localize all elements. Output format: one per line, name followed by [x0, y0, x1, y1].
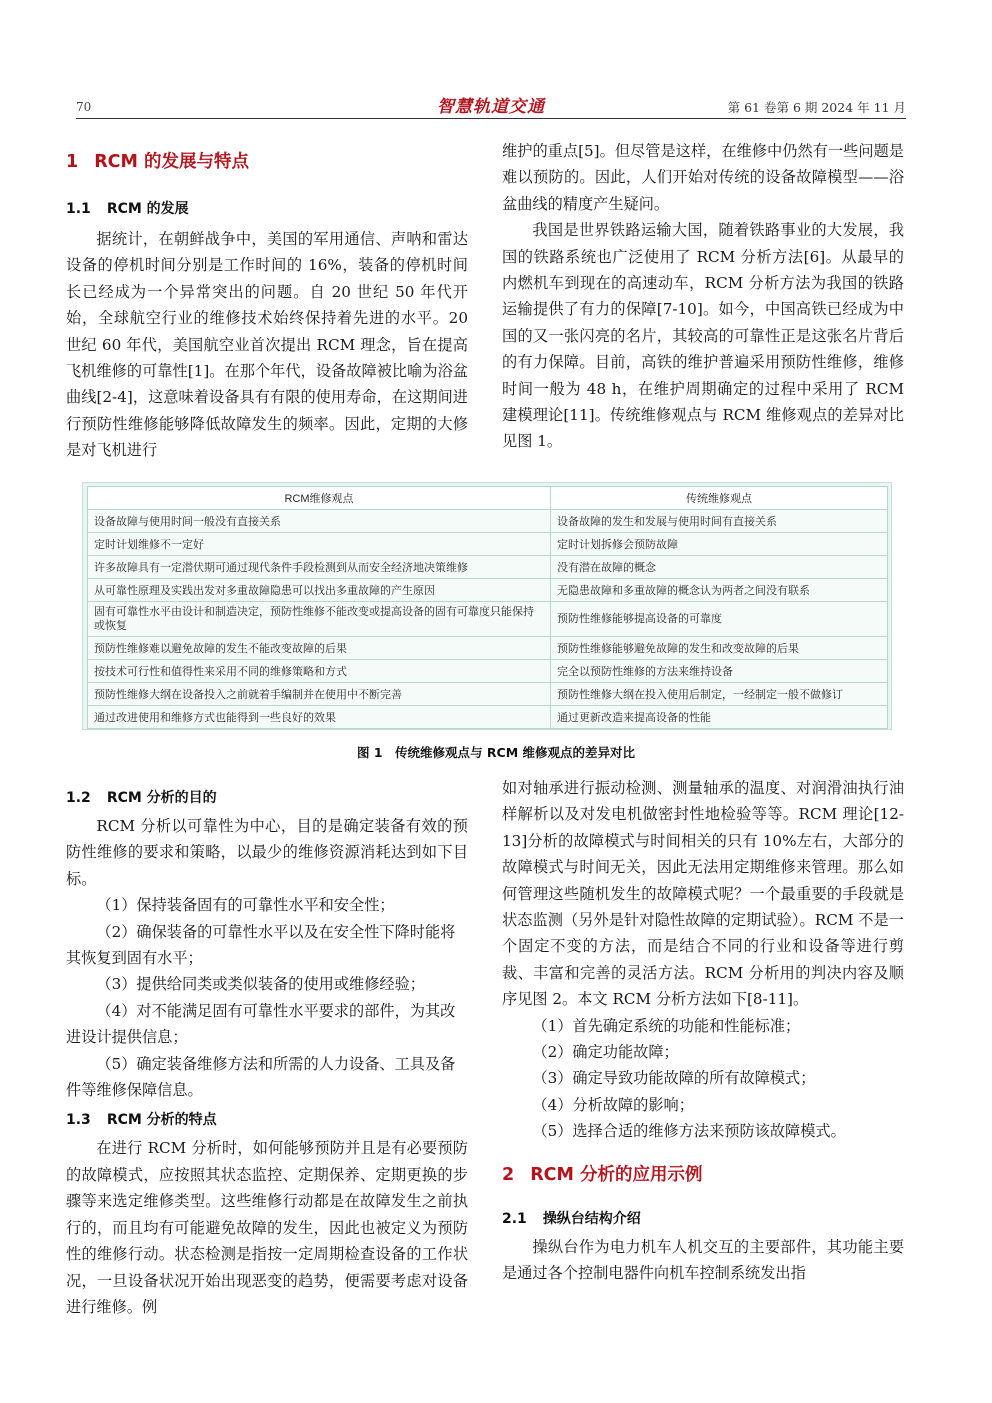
list-item: （5）确定装备维修方法和所需的人力设备、工具及备件等维修保障信息。: [66, 1054, 456, 1100]
table-cell: 固有可靠性水平由设计和制造决定，预防性维修不能改变或提高设备的固有可靠度只能保持或恢复: [88, 602, 551, 637]
list-item: （2）确定功能故障；: [532, 1043, 679, 1062]
section-title: RCM 的发展与特点: [94, 152, 250, 172]
list-item: （5）选择合适的维修方法来预防该故障模式。: [532, 1122, 846, 1141]
left-column-top: [66, 148, 468, 464]
table-row: [88, 683, 888, 706]
paragraph: 如对轴承进行振动检测、测量轴承的温度、对润滑油执行油样解析以及对发电机做密封性地检验等等。RCM 理论[12-13]分析的故障模式与时间相关的只有 10%左右，大部分的故障模式与时间无关，因此无法用定期维修来管理。那么如何管理这些随机发生的故障模式呢？一个最重要的手段就是状态监测（另外是针对隐性故障的定期试验）。RCM 不是一个固定不变的方法，而是结合不同的行业和设备等进行剪裁、丰富和完善的灵活方法。RCM 分析用的判决内容及顺序见图 2。本文 RCM 分析方法如下[8-11]。: [502, 779, 904, 1009]
subsection-number: 2.1: [502, 1210, 527, 1227]
right-column-bottom: [502, 775, 904, 1287]
table-cell: 从可靠性原理及实践出发对多重故障隐患可以找出多重故障的产生原因: [88, 579, 551, 602]
figure-caption: 图 1 传统维修观点与 RCM 维修观点的差异对比: [357, 745, 635, 760]
table-cell: 按技术可行性和值得性来采用不同的维修策略和方式: [88, 660, 551, 683]
subsection-heading-1-1: [66, 198, 468, 218]
list-item: （4）分析故障的影响；: [532, 1095, 694, 1114]
table-cell: 设备故障与使用时间一般没有直接关系: [88, 510, 551, 533]
table-row: [88, 579, 888, 602]
table-cell: 预防性维修大纲在设备投入之前就着手编制并在使用中不断完善: [88, 683, 551, 706]
table-cell: 预防性维修能够提高设备的可靠度: [551, 602, 888, 637]
list-item: （1）保持装备固有的可靠性水平和安全性；: [96, 896, 395, 915]
table-row: [88, 706, 888, 729]
table-row: [88, 556, 888, 579]
table-cell: 设备故障的发生和发展与使用时间有直接关系: [551, 510, 888, 533]
section-heading-2: [502, 1161, 904, 1186]
table-row: [88, 660, 888, 683]
paragraph: 在进行 RCM 分析时，如何能够预防并且是有必要预防的故障模式，应按照其状态监控、定期保养、定期更换的步骤等来选定维修类型。这些维修行动都是在故障发生之前执行的，而且均有可能避免故障的发生，因此也被定义为预防性的维修行动。状态检测是指按一定周期检查设备的工作状况，一旦设备状况开始出现恶变的趋势，便需要考虑对设备进行维修。例: [66, 1139, 468, 1316]
table-cell: 完全以预防性维修的方法来维持设备: [551, 660, 888, 683]
table-row: [88, 533, 888, 556]
table-header-row: [88, 487, 888, 510]
table-cell: 无隐患故障和多重故障的概念认为两者之间没有联系: [551, 579, 888, 602]
subsection-number: 1.2: [66, 790, 91, 806]
column-header-traditional: 传统维修观点: [551, 487, 888, 510]
subsection-title: RCM 的发展: [106, 201, 189, 217]
table-cell: 没有潜在故障的概念: [551, 556, 888, 579]
paragraph: 维护的重点[5]。但尽管是这样，在维修中仍然有一些问题是难以预防的。因此，人们开始对传统的设备故障模型——浴盆曲线的精度产生疑问。: [502, 142, 904, 213]
table-cell: 预防性维修能够避免故障的发生和改变故障的后果: [551, 637, 888, 660]
table-cell: 定时计划拆修会预防故障: [551, 533, 888, 556]
paragraph: 我国是世界铁路运输大国，随着铁路事业的大发展，我国的铁路系统也广泛使用了 RCM 分析方法[6]。从最早的内燃机车到现在的高速动车，RCM 分析方法为我国的铁路运输提供了有力的保障[7-10]。如今，中国高铁已经成为中国的又一张闪亮的名片，其较高的可靠性正是这张名片背后的有力保障。目前，高铁的维护普遍采用预防性维修，维修时间一般为 48 h，在维护周期确定的过程中采用了 RCM 建模理论[11]。传统维修观点与 RCM 维修观点的差异对比见图 1。: [502, 221, 904, 451]
subsection-number: 1.3: [66, 1112, 91, 1129]
subsection-heading-1-3: [66, 1109, 468, 1129]
list-item: （1）首先确定系统的功能和性能标准；: [532, 1016, 801, 1035]
subsection-heading-2-1: [502, 1208, 904, 1228]
table-row: [88, 637, 888, 660]
table-cell: 通过改进使用和维修方式也能得到一些良好的效果: [88, 706, 551, 729]
paragraph: 操纵台作为电力机车人机交互的主要部件，其功能主要是通过各个控制电器件向机车控制系统发出指: [502, 1237, 904, 1283]
page-number: 70: [76, 100, 92, 114]
running-header: [76, 92, 906, 119]
table-row: [88, 510, 888, 533]
list-item: （3）确定导致功能故障的所有故障模式；: [532, 1069, 816, 1088]
figure-1-comparison-table: [82, 482, 892, 730]
table-cell: 定时计划维修不一定好: [88, 533, 551, 556]
table-cell: 许多故障具有一定潜伏期可通过现代条件手段检测到从而安全经济地决策维修: [88, 556, 551, 579]
section-number: 2: [502, 1164, 515, 1185]
comparison-table: [87, 486, 888, 729]
subsection-heading-1-2: [66, 787, 468, 807]
paragraph: 据统计，在朝鲜战争中，美国的军用通信、声呐和雷达设备的停机时间分别是工作时间的 16%，装备的停机时间长已经成为一个异常突出的问题。自 20 世纪 50 年代开始，全球航空行业的维修技术始终保持着先进的水平。20 世纪 60 年代，美国航空业首次提出 RCM 理念，旨在提高飞机维修的可靠性[1]。在那个年代，设备故障被比喻为浴盆曲线[2-4]，这意味着设备具有有限的使用寿命，在这期间进行预防性维修能够降低故障发生的频率。因此，定期的大修是对飞机进行: [66, 230, 468, 460]
table-row: [88, 602, 888, 637]
section-title: RCM 分析的应用示例: [530, 1164, 703, 1185]
table-cell: 预防性维修难以避免故障的发生不能改变故障的后果: [88, 637, 551, 660]
left-column-bottom: [66, 787, 468, 1320]
list-item: （3）提供给同类或类似装备的使用或维修经验；: [96, 975, 425, 994]
right-column-top: [502, 138, 904, 455]
paragraph: RCM 分析以可靠性为中心，目的是确定装备有效的预防性维修的要求和策略，以最少的维修资源消耗达到如下目标。: [66, 817, 468, 888]
table-cell: 预防性维修大纲在投入使用后制定，一经制定一般不做修订: [551, 683, 888, 706]
issue-info: 第 61 卷第 6 期 2024 年 11 月: [727, 100, 906, 115]
section-number: 1: [66, 152, 79, 172]
subsection-number: 1.1: [66, 201, 91, 217]
list-item: （2）确保装备的可靠性水平以及在安全性下降时能将其恢复到固有水平；: [66, 922, 456, 968]
subsection-title: 操纵台结构介绍: [542, 1210, 641, 1227]
subsection-title: RCM 分析的目的: [106, 790, 217, 806]
journal-title: 智慧轨道交通: [437, 97, 545, 117]
subsection-title: RCM 分析的特点: [106, 1112, 217, 1129]
table-cell: 通过更新改造来提高设备的性能: [551, 706, 888, 729]
column-header-rcm: RCM维修观点: [88, 487, 551, 510]
section-heading-1: [66, 148, 468, 173]
list-item: （4）对不能满足固有可靠性水平要求的部件，为其改进设计提供信息；: [66, 1001, 456, 1047]
